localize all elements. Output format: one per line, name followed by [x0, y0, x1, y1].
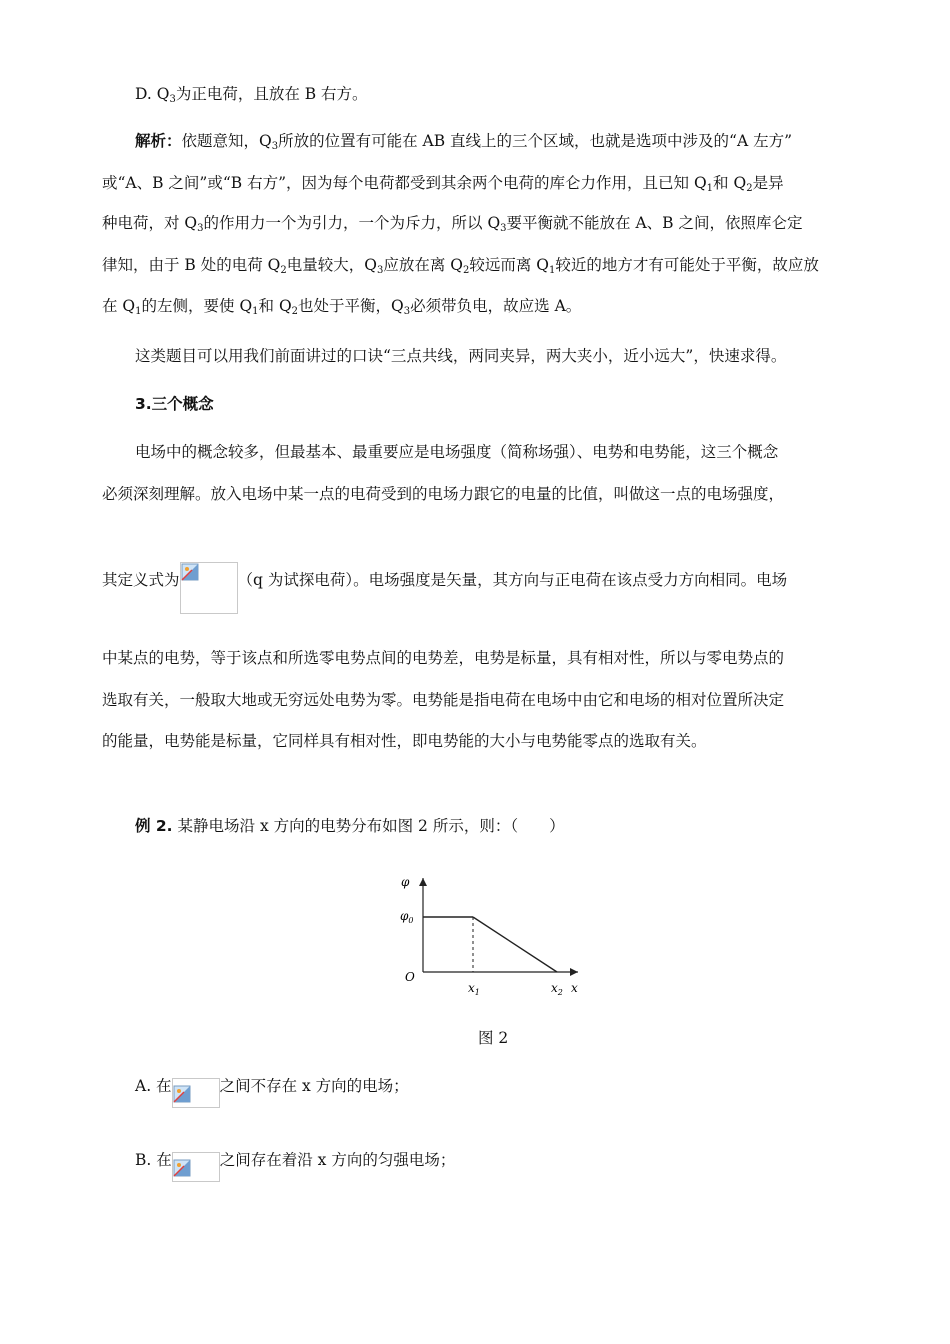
x-axis-label: x: [571, 981, 578, 995]
origin-label: O: [405, 970, 415, 984]
interval-image-placeholder-a: [172, 1078, 220, 1108]
option-a: A. 在 之间不存在 x 方向的电场；: [135, 1076, 895, 1108]
concept-line-6: 的能量，电势能是标量，它同样具有相对性，即电势能的大小与电势能零点的选取有关。: [102, 732, 707, 750]
option-d: D. $Q_3$为正电荷，且放在 B 右方。: [135, 85, 368, 105]
broken-image-icon: [173, 1085, 191, 1103]
x2-label: $x_2$: [551, 981, 563, 997]
section-heading: 3.三个概念: [135, 395, 214, 413]
concept-line-1: 电场中的概念较多，但最基本、最重要应是电场强度（简称场强）、电势和电势能，这三个概念: [135, 443, 779, 461]
concept-line-2: 必须深刻理解。放入电场中某一点的电荷受到的电场力跟它的电量的比值，叫做这一点的电场强度，: [102, 485, 785, 503]
formula-image-placeholder: [180, 562, 238, 614]
mnemonic-paragraph: 这类题目可以用我们前面讲过的口诀“三点共线，两同夹异，两大夹小，近小远大”，快速求得。: [135, 347, 787, 365]
analysis-line-5: 在 $Q_1$的左侧，要使 $Q_1$和 $Q_2$也处于平衡，$Q_3$必须带负电，故应选 A。: [102, 297, 582, 317]
broken-image-icon: [173, 1159, 191, 1177]
x1-label: $x_1$: [468, 981, 480, 997]
broken-image-icon: [181, 563, 199, 581]
example-2: 例 2. 某静电场沿 x 方向的电势分布如图 2 所示，则：（ ）: [135, 817, 565, 835]
analysis-line-1: 解析：依题意知，$Q_3$所放的位置有可能在 AB 直线上的三个区域，也就是选项中涉及的“A 左方”: [135, 132, 793, 152]
potential-graph: [395, 872, 595, 1000]
y-label: φ: [401, 875, 410, 889]
example-label: 例 2.: [135, 817, 173, 835]
y-axis-arrow: [419, 878, 427, 886]
figure-caption: 图 2: [478, 1029, 509, 1047]
option-b: B. 在 之间存在着沿 x 方向的匀强电场；: [135, 1150, 895, 1182]
analysis-line-4: 律知，由于 B 处的电荷 $Q_2$电量较大，$Q_3$应放在离 $Q_2$较远而离 $Q_1$较近的地方才有可能处于平衡，故应放: [102, 256, 819, 276]
potential-sloped-segment: [473, 917, 557, 972]
concept-line-5: 选取有关，一般取大地或无穷远处电势为零。电势能是指电荷在电场中由它和电场的相对位置所决定: [102, 691, 785, 709]
interval-image-placeholder-b: [172, 1152, 220, 1182]
analysis-label: 解析：: [135, 132, 182, 150]
concept-line-3: 其定义式为 （q 为试探电荷）。电场强度是矢量，其方向与正电荷在该点受力方向相同。电场: [102, 570, 862, 614]
concept-line-4: 中某点的电势，等于该点和所选零电势点间的电势差，电势是标量，具有相对性，所以与零电势点的: [102, 649, 785, 667]
analysis-line-3: 种电荷，对 $Q_3$的作用力一个为引力，一个为斥力，所以 $Q_3$要平衡就不能放在 A、B 之间，依照库仑定: [102, 214, 803, 234]
y0-label: $\varphi_0$: [400, 909, 414, 925]
analysis-line-2: 或“A、B 之间”或“B 右方”，因为每个电荷都受到其余两个电荷的库仑力作用，且已知 $Q_1$和 $Q_2$是异: [102, 174, 784, 194]
x-axis-arrow: [570, 968, 578, 976]
